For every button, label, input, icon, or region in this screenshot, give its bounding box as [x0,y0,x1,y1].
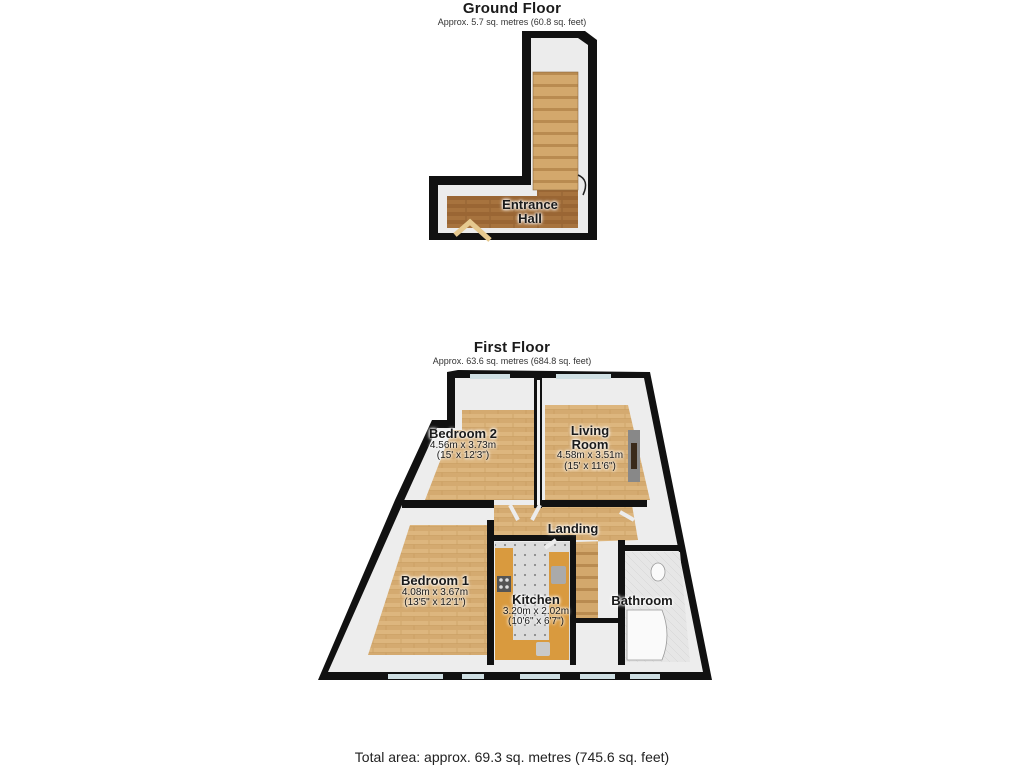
window-bottom-4 [580,674,615,679]
window-bottom-5 [630,674,660,679]
bathroom-name: Bathroom [611,593,673,608]
first-floor-area: Approx. 63.6 sq. metres (684.8 sq. feet) [432,356,592,366]
wall-living-landing [542,500,647,507]
window-bottom-1 [388,674,443,679]
kitchen-imperial: (10'6" x 6'7") [508,616,564,628]
window-bottom-3 [520,674,560,679]
room-label-bathroom [611,594,672,608]
window-bottom-2 [462,674,484,679]
wall-kitchen-stairs [570,535,576,665]
first-floor-stairs [576,548,598,620]
kitchen-hob [497,576,511,592]
kitchen-name: Kitchen [512,592,560,607]
total-area: Total area: approx. 69.3 sq. metres (745.6 sq. feet) [354,749,670,765]
room-label-entrance-hall [502,198,558,225]
living-room-imperial: (15' x 11'6") [564,460,616,472]
bedroom2-metric: 4.56m x 3.73m [429,439,497,451]
room-label-landing [548,522,599,536]
kitchen-sink [551,566,566,584]
window-bed2-top [470,374,510,379]
living-room-metric: 4.58m x 3.51m [556,450,624,462]
first-floor-title: First Floor [473,339,551,356]
window-living-top [556,374,611,379]
entrance-hall-name-line2: Hall [518,210,542,226]
bedroom2-imperial: (15' x 12'3") [436,450,490,462]
ground-floor-area: Approx. 5.7 sq. metres (60.8 sq. feet) [437,17,587,27]
living-room-name-line2: Room [571,436,609,452]
first-floor-plan [318,370,712,680]
entrance-hall-name-line1: Entrance [502,197,558,212]
wall-bathroom-top [625,545,683,551]
room-label-bedroom2 [429,427,497,462]
bedroom1-imperial: (13'5" x 12'1") [404,597,466,609]
bedroom2-name: Bedroom 2 [429,426,497,441]
bathroom-bath [627,610,667,660]
kitchen-metric: 3.20m x 2.02m [502,605,570,617]
landing-name: Landing [547,521,599,536]
room-label-living-room [557,424,623,472]
wall-bed1-kitchen [487,520,494,665]
room-label-kitchen [503,593,569,628]
bathroom-toilet [651,563,665,581]
bedroom1-name: Bedroom 1 [401,573,469,588]
wall-bed2-bed1 [402,500,494,508]
room-label-bedroom1 [401,574,469,609]
ground-floor-title: Ground Floor [462,0,562,17]
ground-stairs [533,72,578,190]
bedroom1-metric: 4.08m x 3.67m [401,586,469,598]
living-room-name-line1: Living [570,423,610,438]
